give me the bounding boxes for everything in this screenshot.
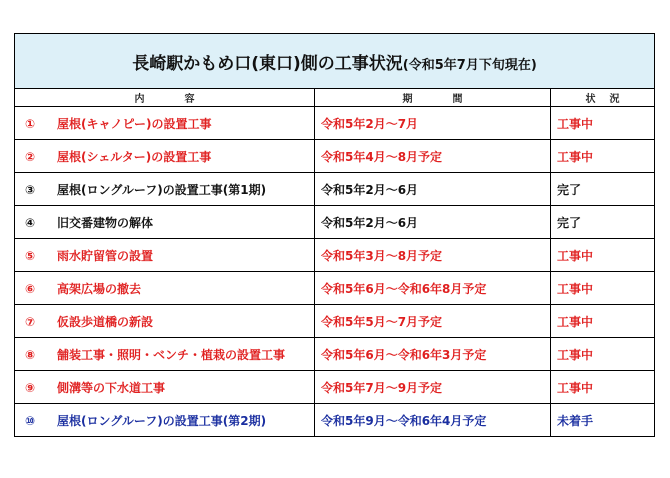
table-row-6 — [15, 272, 655, 305]
row-content-cell — [15, 305, 315, 338]
header-status — [551, 89, 655, 107]
header-content-char-2: 容 — [184, 94, 195, 105]
row-content-cell — [15, 272, 315, 305]
table-row-10 — [15, 404, 655, 437]
construction-status-table — [14, 33, 655, 437]
header-row — [15, 89, 655, 107]
row-content-cell — [15, 107, 315, 140]
row-status: 工事中 — [551, 107, 655, 140]
row-content-cell — [15, 338, 315, 371]
header-status-char-1: 状 — [585, 94, 596, 105]
row-content: 旧交番建物の解体 — [57, 215, 154, 230]
row-number: ⑧ — [25, 347, 36, 362]
row-content-cell — [15, 371, 315, 404]
row-number: ⑤ — [25, 248, 36, 263]
header-period — [315, 89, 551, 107]
row-content: 屋根(シェルター)の設置工事 — [57, 149, 212, 164]
row-content: 高架広場の撤去 — [57, 281, 142, 296]
row-status: 完了 — [551, 206, 655, 239]
row-number: ⑥ — [25, 281, 36, 296]
row-period: 令和5年6月～令和6年8月予定 — [315, 272, 551, 305]
row-status: 工事中 — [551, 140, 655, 173]
row-status: 完了 — [551, 173, 655, 206]
row-status: 未着手 — [551, 404, 655, 437]
row-status: 工事中 — [551, 371, 655, 404]
header-content — [15, 89, 315, 107]
row-number: ⑩ — [25, 413, 36, 428]
row-period: 令和5年4月～8月予定 — [315, 140, 551, 173]
row-content: 屋根(キャノピー)の設置工事 — [57, 116, 212, 131]
title-row — [15, 34, 655, 89]
header-period-char-1: 期 — [402, 94, 413, 105]
row-content: 屋根(ロングルーフ)の設置工事(第2期) — [57, 413, 267, 428]
table-row-4 — [15, 206, 655, 239]
row-period: 令和5年6月～令和6年3月予定 — [315, 338, 551, 371]
row-content: 仮設歩道橋の新設 — [57, 314, 154, 329]
table-row-1 — [15, 107, 655, 140]
table-row-2 — [15, 140, 655, 173]
row-content: 舗装工事・照明・ベンチ・植栽の設置工事 — [57, 347, 286, 362]
header-period-char-2: 間 — [452, 94, 463, 105]
row-status: 工事中 — [551, 239, 655, 272]
row-period: 令和5年7月～9月予定 — [315, 371, 551, 404]
table-row-7 — [15, 305, 655, 338]
table-row-3 — [15, 173, 655, 206]
table-row-9 — [15, 371, 655, 404]
row-content-cell — [15, 404, 315, 437]
row-content-cell — [15, 140, 315, 173]
row-period: 令和5年2月～6月 — [315, 206, 551, 239]
page-subtitle-date: (令和5年7月下旬現在) — [402, 57, 537, 73]
header-status-char-2: 況 — [609, 94, 620, 105]
row-content: 屋根(ロングルーフ)の設置工事(第1期) — [57, 182, 267, 197]
row-content-cell — [15, 173, 315, 206]
row-number: ③ — [25, 182, 36, 197]
row-content: 側溝等の下水道工事 — [57, 380, 166, 395]
row-status: 工事中 — [551, 272, 655, 305]
row-status: 工事中 — [551, 305, 655, 338]
table-row-5 — [15, 239, 655, 272]
row-period: 令和5年2月～7月 — [315, 107, 551, 140]
row-number: ④ — [25, 215, 36, 230]
row-number: ① — [25, 116, 36, 131]
row-number: ⑦ — [25, 314, 36, 329]
row-number: ② — [25, 149, 36, 164]
row-number: ⑨ — [25, 380, 36, 395]
row-period: 令和5年3月～8月予定 — [315, 239, 551, 272]
row-period: 令和5年9月～令和6年4月予定 — [315, 404, 551, 437]
row-status: 工事中 — [551, 338, 655, 371]
row-period: 令和5年5月～7月予定 — [315, 305, 551, 338]
row-period: 令和5年2月～6月 — [315, 173, 551, 206]
table-body — [15, 34, 655, 437]
row-content: 雨水貯留管の設置 — [57, 248, 154, 263]
table-row-8 — [15, 338, 655, 371]
header-content-char-1: 内 — [134, 94, 145, 105]
title-cell — [15, 34, 655, 89]
row-content-cell — [15, 206, 315, 239]
row-content-cell — [15, 239, 315, 272]
page-title: 長崎駅かもめ口(東口)側の工事状況 — [132, 53, 403, 74]
